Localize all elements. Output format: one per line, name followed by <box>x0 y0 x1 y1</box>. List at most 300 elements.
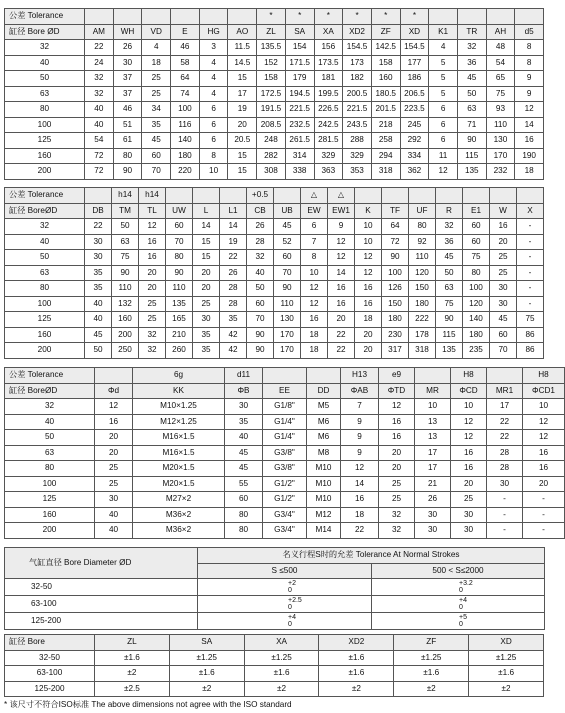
value-cell: 80 <box>113 148 142 164</box>
value-cell: 12 <box>328 234 355 250</box>
table-row <box>5 492 565 508</box>
value-cell: 9 <box>515 86 544 102</box>
value-cell: ±1.6 <box>394 666 469 682</box>
table-row <box>5 312 544 328</box>
bore-cell: 32-50 <box>5 650 95 666</box>
value-cell: 6 <box>429 133 458 149</box>
column-header: DB <box>85 203 112 219</box>
value-cell: 170 <box>486 148 515 164</box>
tolerance-mark: +0.5 <box>247 188 274 204</box>
value-cell: M10 <box>307 461 341 477</box>
value-cell: 199.5 <box>314 86 343 102</box>
value-cell: 25 <box>379 476 415 492</box>
tolerance-mark <box>382 188 409 204</box>
tolerance-mark: H8 <box>523 368 565 384</box>
column-header: EW <box>301 203 328 219</box>
value-cell: 190 <box>515 148 544 164</box>
value-cell: 178 <box>409 327 436 343</box>
column-header: X <box>517 203 544 219</box>
value-cell: 20 <box>523 476 565 492</box>
value-cell: 80 <box>166 250 193 266</box>
value-cell: 12 <box>301 296 328 312</box>
value-cell: 173.5 <box>314 55 343 71</box>
value-cell: 90 <box>112 265 139 281</box>
stroke-range-short: S ≤500 <box>198 563 372 579</box>
column-header: AO <box>228 24 257 40</box>
bore-cell: 125 <box>5 312 85 328</box>
value-cell: 15 <box>228 71 257 87</box>
iso-deviation-table <box>4 634 544 697</box>
value-cell: M20×1.5 <box>133 476 225 492</box>
value-cell: 223.5 <box>400 102 429 118</box>
value-cell: 18 <box>301 343 328 359</box>
value-cell: ±1.25 <box>244 650 319 666</box>
value-cell: 50 <box>85 343 112 359</box>
column-header: ΦTD <box>379 383 415 399</box>
value-cell: 28 <box>220 281 247 297</box>
value-cell: 135 <box>166 296 193 312</box>
value-cell: 150 <box>382 296 409 312</box>
bore-cell: 63-100 <box>5 596 198 613</box>
tolerance-mark: h14 <box>139 188 166 204</box>
value-cell: 294 <box>371 148 400 164</box>
value-cell: ±2 <box>469 681 544 697</box>
bore-cell: 125 <box>5 133 85 149</box>
table-row <box>5 86 544 102</box>
value-cell: 32 <box>139 343 166 359</box>
bore-cell: 40 <box>5 234 85 250</box>
bore-cell: 40 <box>5 414 95 430</box>
value-cell: 338 <box>285 164 314 180</box>
value-cell: 186 <box>400 71 429 87</box>
value-cell: 37 <box>113 86 142 102</box>
value-cell: 75 <box>112 250 139 266</box>
value-cell: 9 <box>341 445 379 461</box>
tolerance-mark <box>228 9 257 25</box>
value-cell: 35 <box>193 327 220 343</box>
value-cell: 362 <box>400 164 429 180</box>
upper-tolerance: +4 <box>288 614 296 621</box>
value-cell: 16 <box>355 296 382 312</box>
tolerance-mark: * <box>343 9 372 25</box>
value-cell: 152 <box>257 55 286 71</box>
value-cell: 25 <box>379 492 415 508</box>
value-cell: 14 <box>515 117 544 133</box>
value-cell: 93 <box>486 102 515 118</box>
column-header: TM <box>112 203 139 219</box>
value-cell: 90 <box>274 281 301 297</box>
bore-cell: 100 <box>5 476 95 492</box>
column-header: ZF <box>394 635 469 651</box>
value-cell: 20 <box>328 312 355 328</box>
column-header: R <box>436 203 463 219</box>
tolerance-mark <box>166 188 193 204</box>
stroke-tolerance-table <box>4 547 545 630</box>
value-cell: ±1.6 <box>95 650 170 666</box>
tolerance-cell <box>198 579 372 596</box>
value-cell: 25 <box>139 312 166 328</box>
value-cell: 12 <box>328 250 355 266</box>
value-cell: 36 <box>436 234 463 250</box>
value-cell: - <box>517 281 544 297</box>
value-cell: 26 <box>113 40 142 56</box>
value-cell: 160 <box>371 71 400 87</box>
tolerance-mark <box>263 368 307 384</box>
value-cell: 154 <box>285 40 314 56</box>
value-cell: 329 <box>314 148 343 164</box>
value-cell: 16 <box>379 430 415 446</box>
value-cell: G1/2" <box>263 492 307 508</box>
column-header: L <box>193 203 220 219</box>
value-cell: 22 <box>220 250 247 266</box>
value-cell: 194.5 <box>285 86 314 102</box>
value-cell: 30 <box>113 55 142 71</box>
column-header: d5 <box>515 24 544 40</box>
value-cell: 13 <box>415 414 451 430</box>
value-cell: 4 <box>142 40 171 56</box>
value-cell: 4 <box>199 86 228 102</box>
value-cell: 64 <box>382 219 409 235</box>
value-cell: 232.5 <box>285 117 314 133</box>
column-header: ΦCD1 <box>523 383 565 399</box>
value-cell: 20 <box>355 327 382 343</box>
bore-cell: 32 <box>5 399 95 415</box>
value-cell: 165 <box>166 312 193 328</box>
value-cell: 3 <box>199 40 228 56</box>
value-cell: 60 <box>166 219 193 235</box>
column-header: XD2 <box>343 24 372 40</box>
value-cell: 16 <box>523 461 565 477</box>
value-cell: 26 <box>415 492 451 508</box>
value-cell: 35 <box>85 265 112 281</box>
value-cell: 17 <box>415 445 451 461</box>
value-cell: 40 <box>85 117 114 133</box>
value-cell: 242.5 <box>314 117 343 133</box>
value-cell: 19 <box>228 102 257 118</box>
value-cell: - <box>487 507 523 523</box>
value-cell: M12×1.25 <box>133 414 225 430</box>
value-cell: 35 <box>220 312 247 328</box>
value-cell: 12 <box>355 250 382 266</box>
bore-cell: 80 <box>5 281 85 297</box>
value-cell: M10×1.25 <box>133 399 225 415</box>
value-cell: 288 <box>343 133 372 149</box>
value-cell: 317 <box>382 343 409 359</box>
value-cell: 35 <box>225 414 263 430</box>
tolerance-cell <box>372 596 545 613</box>
value-cell: G1/4" <box>263 430 307 446</box>
value-cell: 46 <box>171 40 200 56</box>
column-header: TR <box>457 24 486 40</box>
upper-tolerance: +3.2 <box>459 580 473 587</box>
value-cell: 182 <box>343 71 372 87</box>
value-cell: 11 <box>429 148 458 164</box>
value-cell: 14 <box>220 219 247 235</box>
value-cell: ±1.25 <box>394 650 469 666</box>
value-cell: 60 <box>225 492 263 508</box>
value-cell: 25 <box>142 71 171 87</box>
bore-cell: 50 <box>5 71 85 87</box>
value-cell: 130 <box>486 133 515 149</box>
value-cell: 20 <box>228 117 257 133</box>
upper-tolerance: +5 <box>459 614 467 621</box>
bore-label: 缸径 BoreØD <box>5 383 95 399</box>
column-header: XD <box>400 24 429 40</box>
value-cell: M10 <box>307 476 341 492</box>
column-header: K1 <box>429 24 458 40</box>
value-cell: 63 <box>457 102 486 118</box>
value-cell: 46 <box>113 102 142 118</box>
lower-tolerance: 0 <box>288 604 292 611</box>
value-cell: 245 <box>400 117 429 133</box>
table-row <box>5 523 565 539</box>
value-cell: 75 <box>486 86 515 102</box>
value-cell: 14 <box>193 219 220 235</box>
bore-cell: 80 <box>5 102 85 118</box>
value-cell: M5 <box>307 399 341 415</box>
value-cell: 170 <box>274 327 301 343</box>
value-cell: 110 <box>112 281 139 297</box>
column-header: Φd <box>95 383 133 399</box>
value-cell: 30 <box>85 234 112 250</box>
value-cell: G3/4" <box>263 523 307 539</box>
value-cell: 10 <box>199 164 228 180</box>
value-cell: 140 <box>463 312 490 328</box>
value-cell: 110 <box>166 281 193 297</box>
value-cell: 12 <box>355 265 382 281</box>
dimension-table-1 <box>4 8 544 180</box>
value-cell: 180.5 <box>371 86 400 102</box>
value-cell: 6 <box>301 219 328 235</box>
tolerance-mark: * <box>257 9 286 25</box>
value-cell: 126 <box>382 281 409 297</box>
value-cell: 70 <box>166 234 193 250</box>
table-row <box>5 579 545 596</box>
table-row <box>5 71 544 87</box>
value-cell: 22 <box>328 343 355 359</box>
value-cell: 120 <box>463 296 490 312</box>
value-cell: 34 <box>142 102 171 118</box>
value-cell: 282 <box>257 148 286 164</box>
tolerance-mark <box>429 9 458 25</box>
column-header: TF <box>382 203 409 219</box>
value-cell: 45 <box>490 312 517 328</box>
value-cell: 208.5 <box>257 117 286 133</box>
value-cell: - <box>523 492 565 508</box>
tolerance-label: 公差 Tolerance <box>5 188 85 204</box>
bore-cell: 32-50 <box>5 579 198 596</box>
tolerance-mark <box>274 188 301 204</box>
value-cell: 42 <box>220 343 247 359</box>
value-cell: 180 <box>409 296 436 312</box>
tolerance-mark <box>415 368 451 384</box>
value-cell: 22 <box>487 414 523 430</box>
table-row <box>5 148 544 164</box>
value-cell: 72 <box>382 234 409 250</box>
value-cell: 20 <box>95 445 133 461</box>
table-row <box>5 507 565 523</box>
value-cell: 50 <box>457 86 486 102</box>
value-cell: 158 <box>371 55 400 71</box>
value-cell: 100 <box>382 265 409 281</box>
value-cell: 20 <box>193 281 220 297</box>
value-cell: 80 <box>225 523 263 539</box>
value-cell: 35 <box>193 343 220 359</box>
bore-cell: 63 <box>5 265 85 281</box>
value-cell: 32 <box>85 86 114 102</box>
value-cell: - <box>517 234 544 250</box>
value-cell: 45 <box>225 445 263 461</box>
column-header: VD <box>142 24 171 40</box>
value-cell: 45 <box>85 327 112 343</box>
value-cell: 5 <box>429 55 458 71</box>
value-cell: 100 <box>463 281 490 297</box>
bore-cell: 80 <box>5 461 95 477</box>
tolerance-mark <box>490 188 517 204</box>
value-cell: G3/8" <box>263 445 307 461</box>
bore-cell: 40 <box>5 55 85 71</box>
value-cell: 171.5 <box>285 55 314 71</box>
upper-tolerance: +2.5 <box>288 597 302 604</box>
column-header: SA <box>169 635 244 651</box>
value-cell: 135 <box>457 164 486 180</box>
value-cell: 75 <box>517 312 544 328</box>
value-cell: 70 <box>274 265 301 281</box>
value-cell: 30 <box>451 507 487 523</box>
tolerance-mark: * <box>371 9 400 25</box>
value-cell: 9 <box>341 430 379 446</box>
value-cell: 60 <box>463 219 490 235</box>
column-header: XA <box>244 635 319 651</box>
value-cell: 20 <box>451 476 487 492</box>
value-cell: 24 <box>85 55 114 71</box>
value-cell: 5 <box>429 71 458 87</box>
value-cell: 6 <box>199 117 228 133</box>
value-cell: 191.5 <box>257 102 286 118</box>
value-cell: 16 <box>301 312 328 328</box>
tolerance-mark: * <box>314 9 343 25</box>
column-header: TL <box>139 203 166 219</box>
value-cell: 180 <box>171 148 200 164</box>
value-cell: 206.5 <box>400 86 429 102</box>
value-cell: 8 <box>515 55 544 71</box>
value-cell: 15 <box>193 250 220 266</box>
value-cell: 32 <box>379 523 415 539</box>
value-cell: 54 <box>486 55 515 71</box>
value-cell: 30 <box>415 507 451 523</box>
value-cell: 5 <box>429 86 458 102</box>
value-cell: 8 <box>301 250 328 266</box>
value-cell: 16 <box>139 234 166 250</box>
column-header: ZL <box>257 24 286 40</box>
value-cell: 22 <box>85 40 114 56</box>
value-cell: 230 <box>382 327 409 343</box>
value-cell: 221.5 <box>343 102 372 118</box>
value-cell: 180 <box>463 327 490 343</box>
value-cell: 51 <box>113 117 142 133</box>
value-cell: 292 <box>400 133 429 149</box>
value-cell: 235 <box>463 343 490 359</box>
header-row <box>5 24 544 40</box>
value-cell: 220 <box>171 164 200 180</box>
value-cell: 63 <box>436 281 463 297</box>
value-cell: 20 <box>139 281 166 297</box>
value-cell: 308 <box>257 164 286 180</box>
column-header: EW1 <box>328 203 355 219</box>
value-cell: 22 <box>487 430 523 446</box>
column-header: ΦAB <box>341 383 379 399</box>
value-cell: 40 <box>85 102 114 118</box>
value-cell: 28 <box>247 234 274 250</box>
value-cell: 6 <box>429 102 458 118</box>
value-cell: 30 <box>490 281 517 297</box>
value-cell: 16 <box>490 219 517 235</box>
tolerance-mark <box>193 188 220 204</box>
bore-cell: 63 <box>5 445 95 461</box>
value-cell: 120 <box>409 265 436 281</box>
tolerance-mark <box>171 9 200 25</box>
value-cell: ±1.6 <box>469 666 544 682</box>
value-cell: ±1.6 <box>319 666 394 682</box>
tolerance-mark <box>487 368 523 384</box>
tolerance-mark <box>95 368 133 384</box>
table-row <box>5 681 544 697</box>
value-cell: G1/2" <box>263 476 307 492</box>
value-cell: 4 <box>429 40 458 56</box>
value-cell: 60 <box>274 250 301 266</box>
value-cell: - <box>523 507 565 523</box>
value-cell: 61 <box>113 133 142 149</box>
table-row <box>5 164 544 180</box>
value-cell: ±2 <box>244 681 319 697</box>
tolerance-mark: 6g <box>133 368 225 384</box>
value-cell: M8 <box>307 445 341 461</box>
bore-cell: 200 <box>5 164 85 180</box>
value-cell: 14.5 <box>228 55 257 71</box>
value-cell: G1/8" <box>263 399 307 415</box>
bore-cell: 32 <box>5 219 85 235</box>
header-row <box>5 635 544 651</box>
table-row <box>5 596 545 613</box>
value-cell: ±2 <box>95 666 170 682</box>
value-cell: 170 <box>274 343 301 359</box>
value-cell: 10 <box>355 234 382 250</box>
value-cell: 71 <box>457 117 486 133</box>
value-cell: 258 <box>371 133 400 149</box>
tolerance-cell <box>372 613 545 630</box>
value-cell: - <box>487 492 523 508</box>
column-header: E <box>171 24 200 40</box>
value-cell: M16×1.5 <box>133 430 225 446</box>
value-cell: 25 <box>490 265 517 281</box>
table-row <box>5 476 565 492</box>
value-cell: 158 <box>257 71 286 87</box>
value-cell: 22 <box>328 327 355 343</box>
bore-cell: 63 <box>5 86 85 102</box>
column-header: UF <box>409 203 436 219</box>
value-cell: 18 <box>355 312 382 328</box>
value-cell: 60 <box>142 148 171 164</box>
value-cell: 218 <box>371 117 400 133</box>
column-header: UB <box>274 203 301 219</box>
value-cell: 130 <box>274 312 301 328</box>
tolerance-mark: d11 <box>225 368 263 384</box>
value-cell: 12 <box>379 399 415 415</box>
table-row <box>5 445 565 461</box>
value-cell: 281.5 <box>314 133 343 149</box>
value-cell: 177 <box>400 55 429 71</box>
value-cell: 32 <box>457 40 486 56</box>
